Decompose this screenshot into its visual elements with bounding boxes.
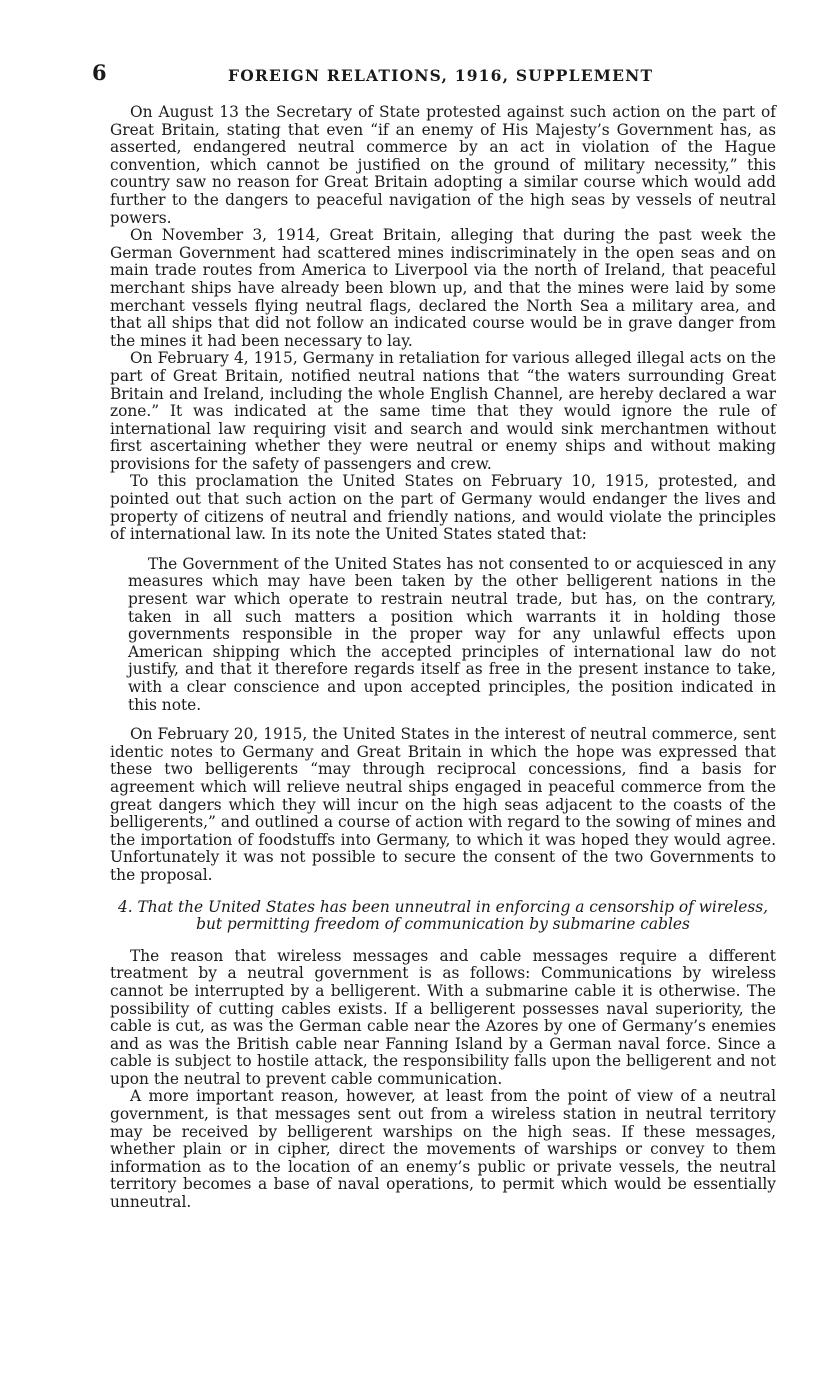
document-page xyxy=(92,60,776,1212)
running-title: FOREIGN RELATIONS, 1916, SUPPLEMENT xyxy=(228,66,654,85)
paragraph: On November 3, 1914, Great Britain, alleging that during the past week the German Government had scattered mines indiscriminately in the open seas and on main trade routes from America to Liverpool via the north of Ireland, that peaceful merchant ships have already been blown up, and that the mines were laid by some merchant vessels flying neutral flags, declared the North Sea a military area, and that all ships that did not follow an indicated course would be in grave danger from the mines it had been necessary to lay. xyxy=(110,226,776,350)
paragraph: On February 20, 1915, the United States in the interest of neutral commerce, sent identic notes to Germany and Great Britain in which the hope was expressed that these two belligerents “may through reciprocal concessions, find a basis for agreement which will relieve neutral ships engaged in peaceful commerce from the great dangers which they will incur on the high seas adjacent to the coasts of the belligerents,” and outlined a course of action with regard to the sowing of mines and the importation of foodstuffs into Germany, to which it was hoped they would agree. Unfortunately it was not possible to secure the consent of the two Governments to the proposal. xyxy=(110,725,776,884)
quote-text: The Government of the United States has not consented to or acquiesced in any measures which may have been taken by the other belligerent nations in the present war which operate to restrain neutral trade, but has, on the contrary, taken in all such matters a position which warrants it in holding those governments responsible in the proper way for any unlawful effects upon American shipping which the accepted principles of international law do not justify, and that it therefore regards itself as free in the present instance to take, with a clear conscience and upon accepted principles, the position indicated in this note. xyxy=(128,554,776,714)
paragraph: On August 13 the Secretary of State protested against such action on the part of Great Britain, stating that even “if an enemy of His Majesty’s Government has, as asserted, endangered neutral commerce by an act in violation of the Hague convention, which cannot be justified on the ground of military necessity,” this country saw no reason for Great Britain adopting a similar course which would add further to the dangers to peaceful navigation of the high seas by vessels of neutral powers. xyxy=(110,103,776,227)
block-quote xyxy=(128,556,776,714)
paragraph: On February 4, 1915, Germany in retaliation for various alleged illegal acts on the part of Great Britain, notified neutral nations that “the waters surrounding Great Britain and Ireland, including the whole English Channel, are hereby declared a war zone.” It was indicated at the same time that they would ignore the rule of international law requiring visit and search and would sink merchantmen without first ascertaining whether they were neutral or enemy ships and without making provisions for the safety of passengers and crew. xyxy=(110,349,776,473)
paragraph: To this proclamation the United States on February 10, 1915, protested, and pointed out that such action on the part of Germany would endanger the lives and property of citizens of neutral and friendly nations, and would violate the principles of international law. In its note the United States stated that: xyxy=(110,472,776,544)
page-header xyxy=(92,60,776,90)
section-heading: 4. That the United States has been unneutral in enforcing a censorship of wireless, but permitting freedom of communication by submarine cables xyxy=(117,897,769,934)
paragraph: A more important reason, however, at least from the point of view of a neutral government, is that messages sent out from a wireless station in neutral territory may be received by belligerent warships on the high seas. If these messages, whether plain or in cipher, direct the movements of warships or convey to them information as to the location of an enemy’s public or private vessels, the neutral territory becomes a base of naval operations, to permit which would be essentially unneutral. xyxy=(110,1087,776,1212)
paragraph: The reason that wireless messages and cable messages require a different treatment by a neutral government is as follows: Communications by wireless cannot be interrupted by a belligerent. With a submarine cable it is otherwise. The possibility of cutting cables exists. If a belligerent possesses naval superiority, the cable is cut, as was the German cable near the Azores by one of Germany’s enemies and as was the British cable near Fanning Island by a German naval force. Since a cable is subject to hostile attack, the responsibility falls upon the belligerent and not upon the neutral to prevent cable communication. xyxy=(110,946,776,1088)
page-number: 6 xyxy=(92,60,107,85)
